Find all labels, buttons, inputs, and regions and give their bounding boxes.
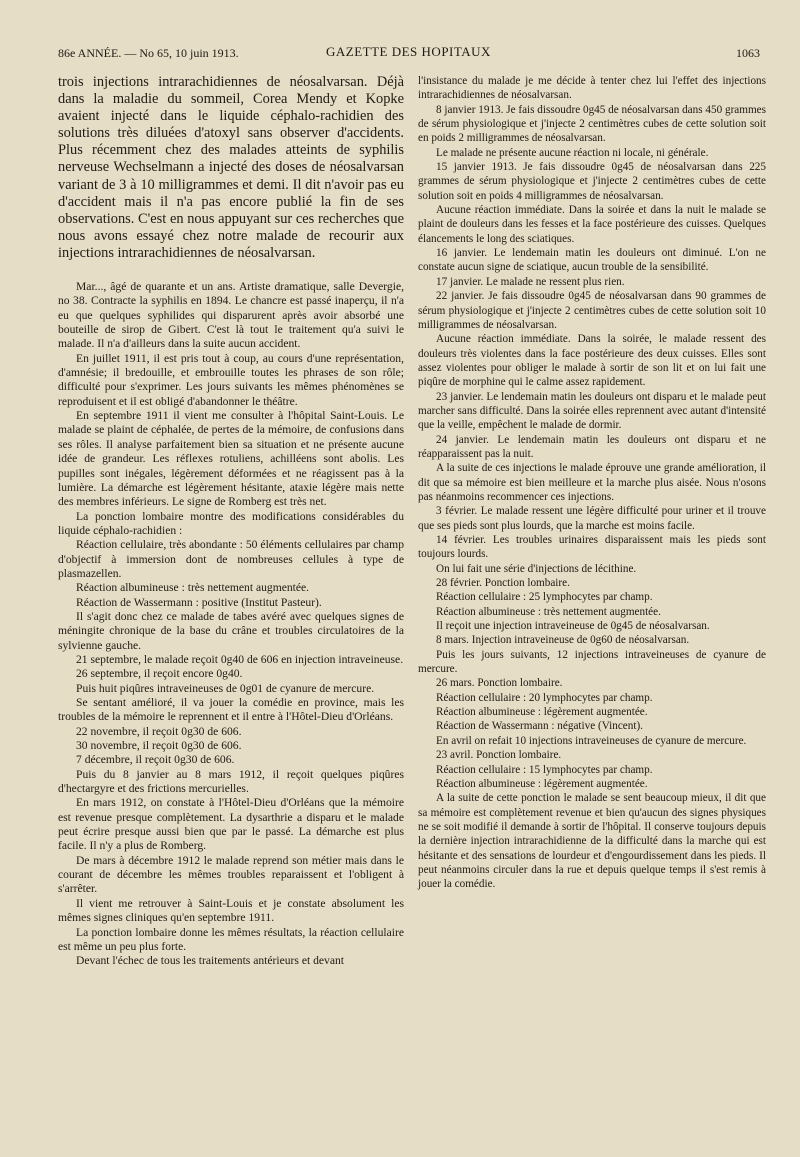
paragraph: 23 janvier. Le lendemain matin les douleurs ont disparu et le malade peut marcher sans difficulté. Dans la soirée elles reprennent avec autant d'intensité que la veille, empêchent le malade de dormir.	[418, 390, 766, 432]
paragraph: 17 janvier. Le malade ne ressent plus rien.	[436, 275, 625, 288]
paragraph: A la suite de cette ponction le malade se sent beaucoup mieux, il dit que sa mémoire est complètement revenue et bien qu'aucun des signes physiques ne se soit modifié il demande à sortir de l'hôpital. Il conserve toujours depuis la dernière injection intrarachidienne de la difficulté dans la marche qui est hésitante et des sensations de lourdeur et d'engourdissement dans les pieds. Il peut néanmoins circuler dans la rue et depuis quelque temps il s'est remis à jouer la comédie.	[418, 792, 766, 891]
paragraph: En avril on refait 10 injections intraveineuses de cyanure de mercure.	[436, 734, 747, 747]
paragraph: En juillet 1911, il est pris tout à coup, au cours d'une représentation, d'amnésie; il bredouille, et embrouille toutes les phrases de son rôle; difficulté pour s'exprimer. Les jours suivants les mêmes phénomènes se reproduisent et il est obligé d'abandonner le théâtre.	[58, 351, 404, 408]
paragraph: Réaction cellulaire, très abondante : 50 éléments cellulaires par champ d'objectif à immersion dont de nombreuses cellules à type de plasmazellen.	[58, 538, 404, 580]
paragraph: Réaction cellulaire : 25 lymphocytes par champ.	[436, 591, 653, 604]
paragraph: Réaction albumineuse : très nettement augmentée.	[76, 581, 310, 595]
issue-info: 86e ANNÉE. — No 65, 10 juin 1913.	[58, 46, 239, 60]
paragraph: En mars 1912, on constate à l'Hôtel-Dieu d'Orléans que la mémoire est revenue presque complètement. La dysarthrie a disparu et le malade peut écrire presque aussi bien que par le passé. La démarche est plus facile. Il n'y a plus de Romberg.	[58, 796, 404, 853]
paragraph: La ponction lombaire donne les mêmes résultats, la réaction cellulaire est même un peu plus forte.	[58, 925, 404, 953]
paragraph: 26 mars. Ponction lombaire.	[436, 677, 563, 690]
paragraph: Mar..., âgé de quarante et un ans. Artiste dramatique, salle Devergie, no 38. Contracte la syphilis en 1894. Le chancre est passé inaperçu, il n'a eu que quelques syphilides qui disparurent après avoir absorbé une bouteille de sirop de Gibert. C'est là tout le traitement qu'a suivi le malade. Il n'a d'ailleurs dans la suite aucun accident.	[58, 280, 404, 351]
paragraph: 16 janvier. Le lendemain matin les douleurs ont diminué. L'on ne constate aucun signe de sciatique, aucun trouble de la sensibilité.	[418, 247, 766, 274]
paragraph: Réaction albumineuse : légèrement augmentée.	[436, 777, 648, 790]
paragraph: Il s'agit donc chez ce malade de tabes avéré avec quelques signes de méningite chronique de la base du crâne et troubles circulatoires de la sylvienne gauche.	[58, 609, 404, 652]
paragraph: 22 novembre, il reçoit 0g30 de 606.	[76, 724, 242, 738]
paragraph: 8 janvier 1913. Je fais dissoudre 0g45 de néosalvarsan dans 450 grammes de sérum physiologique et j'injecte 2 centimètres cubes de cette solution soit en poids 2 milligrammes de néosalvarsan.	[418, 103, 766, 145]
right-column	[418, 74, 766, 892]
paragraph: 21 septembre, le malade reçoit 0g40 de 606 en injection intraveineuse.	[76, 652, 404, 666]
paragraph: 3 février. Le malade ressent une légère difficulté pour uriner et il trouve que ses pieds sont plus lourds, que la marche est moins facile.	[418, 505, 766, 532]
paragraph: l'insistance du malade je me décide à tenter chez lui l'effet des injections intrarachidiennes de néosalvarsan.	[418, 75, 766, 102]
page-header	[58, 44, 760, 62]
paragraph: La ponction lombaire montre des modifications considérables du liquide céphalo-rachidien :	[58, 509, 404, 537]
paragraph: Aucune réaction immédiate. Dans la soirée et dans la nuit le malade se plaint de douleurs dans les fesses et la face postérieure des cuisses. Quelques élancements le long des sciatiques.	[418, 204, 766, 245]
paragraph: Il vient me retrouver à Saint-Louis et je constate absolument les mêmes signes cliniques qu'en septembre 1911.	[58, 896, 404, 925]
page-number: 1063	[736, 46, 760, 60]
paragraph: Puis du 8 janvier au 8 mars 1912, il reçoit quelques piqûres d'hectargyre et des frictions mercurielles.	[58, 767, 404, 796]
paragraph: Le malade ne présente aucune réaction ni locale, ni générale.	[436, 146, 709, 159]
paragraph: 8 mars. Injection intraveineuse de 0g60 de néosalvarsan.	[436, 634, 690, 647]
paragraph: 14 février. Les troubles urinaires disparaissent mais les pieds sont toujours lourds.	[418, 534, 766, 561]
paragraph: 24 janvier. Le lendemain matin les douleurs ont disparu et ne réapparaissent pas la nuit.	[418, 433, 766, 460]
paragraph: 7 décembre, il reçoit 0g30 de 606.	[76, 753, 235, 767]
left-column	[58, 74, 404, 969]
paragraph: Se sentant amélioré, il va jouer la comédie en province, mais les troubles de la mémoire le reprennent et il entre à l'Hôtel-Dieu d'Orléans.	[58, 696, 404, 724]
paragraph: En septembre 1911 il vient me consulter à l'hôpital Saint-Louis. Le malade se plaint de céphalée, de pertes de la mémoire, de confusions dans ses rôles. Il analyse parfaitement bien sa situation et ne présente aucune idée de grandeur. Les réflexes rotuliens, achilléens sont abolis. Les pupilles sont inégales, légèrement déformées et ne réagissent pas à la lumière. La démarche est légèrement hésitante, ataxie légère mais nette des membres inférieurs. Le signe de Romberg est très net.	[58, 409, 404, 509]
paragraph: Réaction de Wassermann : négative (Vincent).	[436, 720, 643, 733]
paragraph: Aucune réaction immédiate. Dans la soirée, le malade ressent des douleurs très violentes dans la face postérieure des deux cuisses. Elles sont assez violentes pour obliger le malade à sortir de son lit et on lui fait une piqûre de morphine qui le calme assez rapidement.	[418, 333, 766, 389]
paragraph: 23 avril. Ponction lombaire.	[436, 749, 562, 762]
paragraph: 15 janvier 1913. Je fais dissoudre 0g45 de néosalvarsan dans 225 grammes de sérum physiologique et j'injecte 2 centimètres cubes de cette solution soit en poids 4 milligrammes de néosalvarsan.	[418, 161, 766, 202]
paragraph: Il reçoit une injection intraveineuse de 0g45 de néosalvarsan.	[436, 620, 710, 633]
paragraph: De mars à décembre 1912 le malade reprend son métier mais dans le courant de décembre les mêmes troubles reparaissent et l'obligent à s'arrêter.	[58, 853, 404, 896]
paragraph: A la suite de ces injections le malade éprouve une grande amélioration, il dit que sa mémoire est bien meilleure et la marche plus aisée. Nous n'osons pas néanmoins recommencer ces injections.	[418, 462, 766, 503]
journal-title: GAZETTE DES HOPITAUX	[326, 44, 491, 59]
paragraph: Réaction cellulaire : 15 lymphocytes par champ.	[436, 763, 653, 776]
paragraph: 22 janvier. Je fais dissoudre 0g45 de néosalvarsan dans 90 grammes de sérum physiologique et j'injecte 2 centimètres cubes de cette solution soit 10 milligrammes de néosalvarsan.	[418, 290, 766, 331]
paragraph: Réaction de Wassermann : positive (Institut Pasteur).	[76, 595, 322, 609]
paragraph: 28 février. Ponction lombaire.	[436, 577, 570, 590]
paragraph: Puis les jours suivants, 12 injections intraveineuses de cyanure de mercure.	[418, 648, 766, 676]
paragraph: Devant l'échec de tous les traitements antérieurs et devant	[76, 954, 344, 968]
case-report	[58, 280, 404, 969]
paragraph: On lui fait une série d'injections de lécithine.	[436, 562, 637, 575]
intro-paragraph: trois injections intrarachidiennes de néosalvarsan. Déjà dans la maladie du sommeil, Corea Mendy et Kopke avaient injecté dans le liquide céphalo-rachidien des solutions très diluées d'atoxyl sans observer d'accidents. Plus récemment chez des malades atteints de syphilis nerveuse Wechselmann a injecté des doses de néosalvarsan variant de 3 à 10 milligrammes et demi. Il dit n'avoir pas eu d'accident mais il n'a pas encore publié la fin de ses observations. C'est en nous appuyant sur ces recherches que nous avons essayé chez notre malade de recourir aux injections intrarachidiennes de néosalvarsan.	[58, 74, 404, 261]
paragraph: Puis huit piqûres intraveineuses de 0g01 de cyanure de mercure.	[76, 681, 375, 695]
paragraph: Réaction albumineuse : très nettement augmentée.	[436, 605, 661, 618]
paragraph: 26 septembre, il reçoit encore 0g40.	[76, 667, 243, 681]
intro-section	[58, 74, 404, 262]
paragraph: 30 novembre, il reçoit 0g30 de 606.	[76, 739, 242, 753]
paragraph: Réaction cellulaire : 20 lymphocytes par champ.	[436, 691, 653, 704]
paragraph: Réaction albumineuse : légèrement augmentée.	[436, 706, 648, 719]
